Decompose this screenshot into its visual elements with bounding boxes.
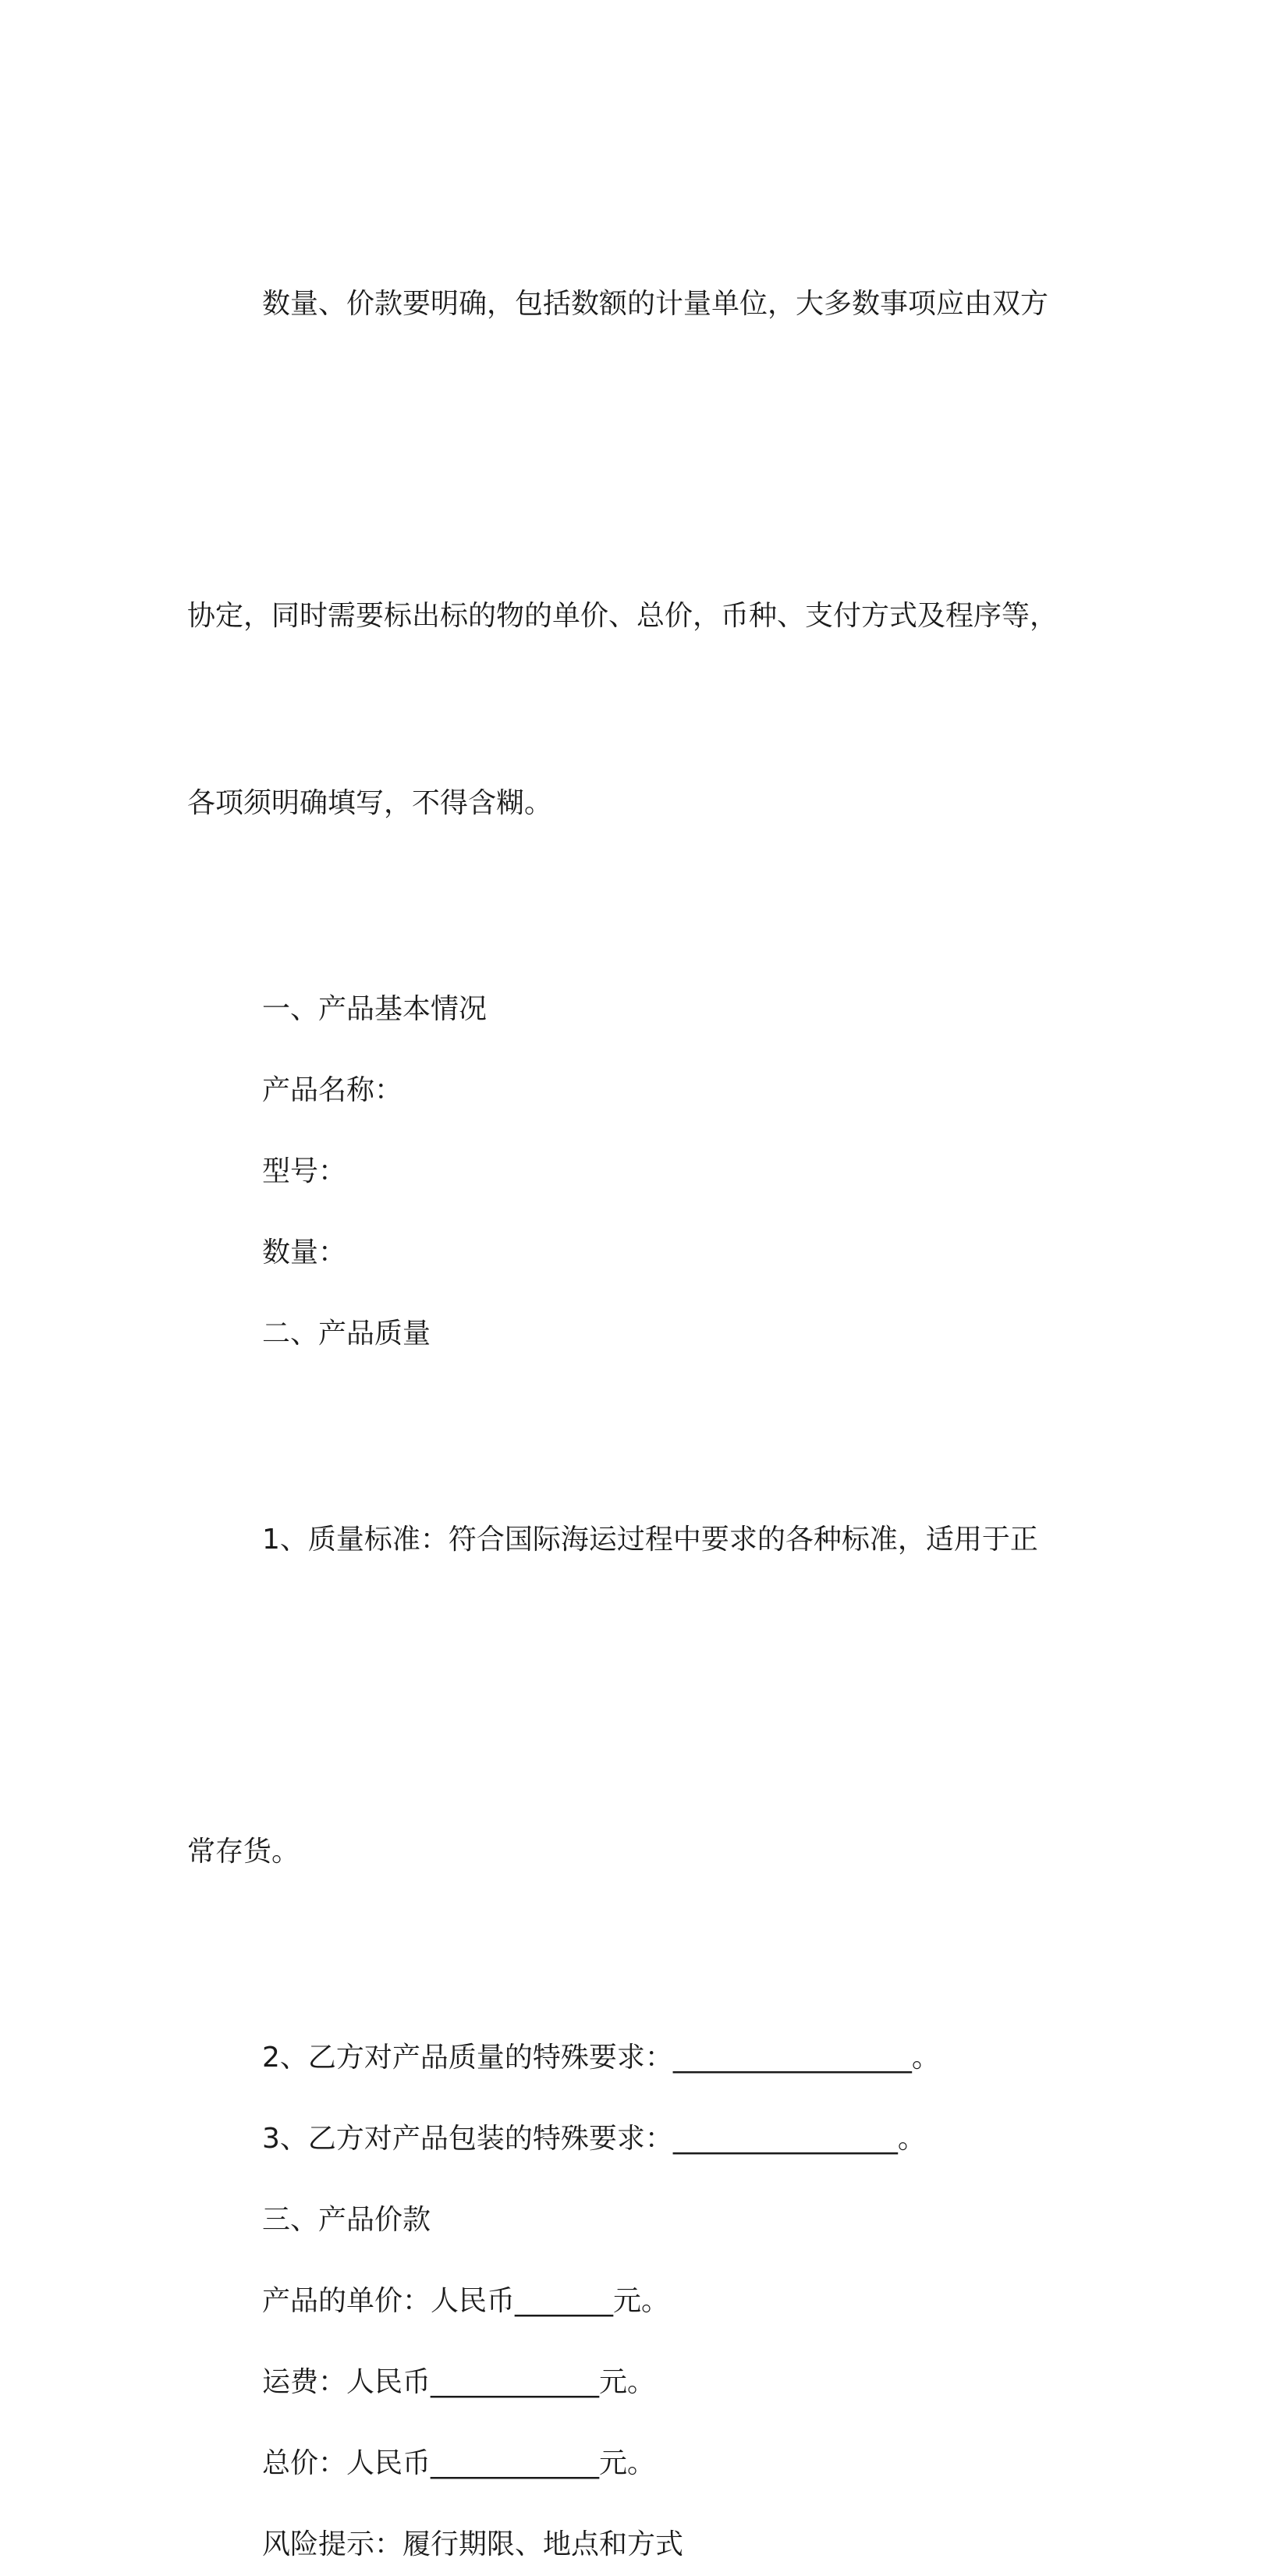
quality-item-1-cont (187, 1696, 1076, 2008)
risk-tip-line: 风险提示：履行期限、地点和方式 (262, 2528, 684, 2560)
freight-line: 运费：人民币____________元。 (262, 2366, 656, 2398)
intro-line-3: 各项须明确填写，不得含糊。 (187, 787, 553, 819)
section-2-title: 二、产品质量 (262, 1318, 431, 1350)
quality-item-2: 2、乙方对产品质量的特殊要求：_________________。 (262, 2042, 940, 2074)
model-label: 型号： (262, 1155, 347, 1187)
quality-item-1-line-2: 常存货。 (187, 1836, 300, 1868)
unit-price-line: 产品的单价：人民币_______元。 (262, 2285, 670, 2317)
document-body (187, 148, 1076, 2576)
quality-item-1 (187, 1384, 1076, 1696)
intro-paragraph-cont (187, 460, 1076, 960)
section-1-title: 一、产品基本情况 (262, 993, 488, 1025)
product-name-label: 产品名称： (262, 1074, 403, 1106)
quality-item-1-line-1: 1、质量标准：符合国际海运过程中要求的各种标准，适用于正 (262, 1524, 1038, 1556)
section-3-title: 三、产品价款 (262, 2204, 431, 2236)
intro-paragraph (187, 148, 1076, 460)
total-price-line: 总价：人民币____________元。 (262, 2447, 656, 2479)
quantity-label: 数量： (262, 1237, 347, 1268)
intro-line-2: 协定，同时需要标出标的物的单价、总价，币种、支付方式及程序等， (187, 600, 1058, 632)
quality-item-3: 3、乙方对产品包装的特殊要求：________________。 (262, 2123, 926, 2155)
intro-line-1: 数量、价款要明确，包括数额的计量单位，大多数事项应由双方 (262, 288, 1049, 320)
